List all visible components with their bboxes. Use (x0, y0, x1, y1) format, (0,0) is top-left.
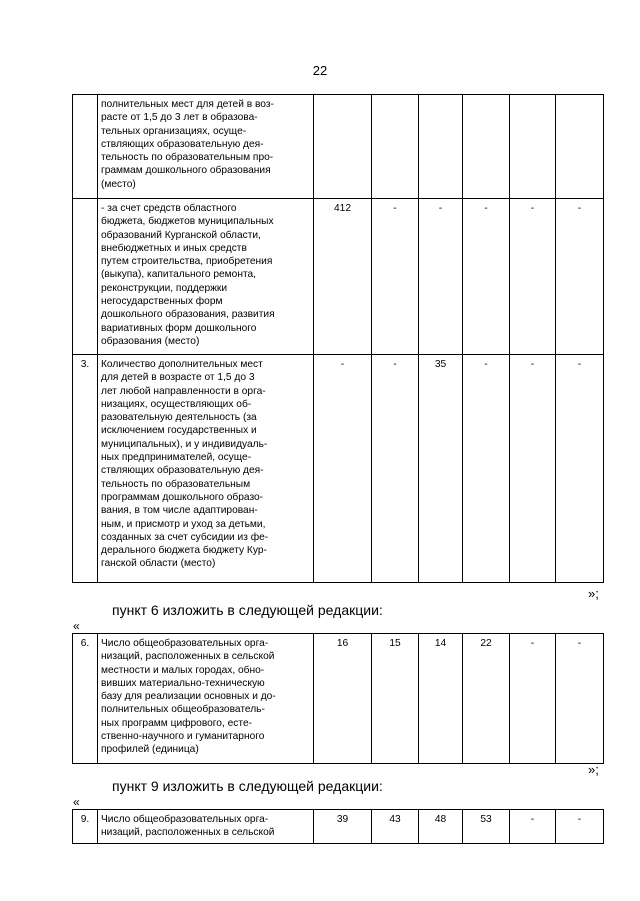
value-cell (556, 95, 604, 199)
value-cell: 412 (314, 199, 372, 355)
value-cell: 53 (463, 810, 510, 844)
value-cell: - (419, 199, 463, 355)
table-row (73, 95, 604, 199)
value-cell (372, 95, 419, 199)
value-cell (419, 95, 463, 199)
table-row (73, 810, 604, 844)
indicators-table-2 (72, 633, 604, 764)
value-cell: 16 (314, 634, 372, 764)
value-cell: 48 (419, 810, 463, 844)
value-cell: 15 (372, 634, 419, 764)
value-cell: 22 (463, 634, 510, 764)
indicators-table-1 (72, 94, 604, 583)
row-number (73, 95, 98, 199)
value-cell: - (463, 355, 510, 583)
indicators-table-3 (72, 809, 604, 844)
value-cell: - (463, 199, 510, 355)
value-cell (314, 95, 372, 199)
row-number (73, 199, 98, 355)
closing-quote: »; (588, 762, 599, 777)
table-row (73, 634, 604, 764)
table-row (73, 355, 604, 583)
value-cell: - (556, 634, 604, 764)
closing-quote: »; (588, 586, 599, 601)
value-cell: - (510, 810, 556, 844)
row-description: Число общеобразовательных орга- низаций, расположенных в сельской местности и малых городах, обно- вивших материально-техническую базу для реализации основных и до- полнительных общеобразователь- ных программ цифрового, есте- ственно-научного и гуманитарного профилей (единица) (98, 634, 314, 764)
row-number: 6. (73, 634, 98, 764)
row-description: Количество дополнительных мест для детей в возрасте от 1,5 до 3 лет любой направленности в орга- низациях, осуществляющих об- разовательную деятельность (за исключением государственных и муниципальных), и у индивидуаль- ных предпринимателей, осуще- ствляющих образовательную дея- тельность по образовательным программам дошкольного образо- вания, в том числе адаптирован- ным, и присмотр и уход за детьми, созданных за счет субсидии из фе- дерального бюджета бюджету Кур- ганской области (место) (98, 355, 314, 583)
value-cell: - (314, 355, 372, 583)
value-cell: - (510, 199, 556, 355)
value-cell (463, 95, 510, 199)
value-cell: - (510, 634, 556, 764)
value-cell: 35 (419, 355, 463, 583)
row-description: Число общеобразовательных орга- низаций, расположенных в сельской (98, 810, 314, 844)
value-cell: 43 (372, 810, 419, 844)
page-number: 22 (312, 63, 328, 78)
value-cell: - (556, 810, 604, 844)
row-number: 3. (73, 355, 98, 583)
section-heading: пункт 9 изложить в следующей редакции: (112, 778, 383, 794)
value-cell (510, 95, 556, 199)
value-cell: - (372, 355, 419, 583)
row-description: полнительных мест для детей в воз- расте от 1,5 до 3 лет в образова- тельных организациях, осуще- ствляющих образовательную дея- тельность по образовательным про- граммам дошкольного образования (место) (98, 95, 314, 199)
value-cell: - (556, 199, 604, 355)
row-number: 9. (73, 810, 98, 844)
section-heading: пункт 6 изложить в следующей редакции: (112, 602, 383, 618)
opening-quote: « (73, 795, 80, 809)
value-cell: - (510, 355, 556, 583)
row-description: - за счет средств областного бюджета, бюджетов муниципальных образований Курганской области, внебюджетных и иных средств путем строительства, приобретения (выкупа), капитального ремонта, реконструкции, поддержки негосударственных форм дошкольного образования, развития вариативных форм дошкольного образования (место) (98, 199, 314, 355)
table-row (73, 199, 604, 355)
value-cell: - (556, 355, 604, 583)
value-cell: 14 (419, 634, 463, 764)
opening-quote: « (73, 619, 80, 633)
value-cell: - (372, 199, 419, 355)
value-cell: 39 (314, 810, 372, 844)
